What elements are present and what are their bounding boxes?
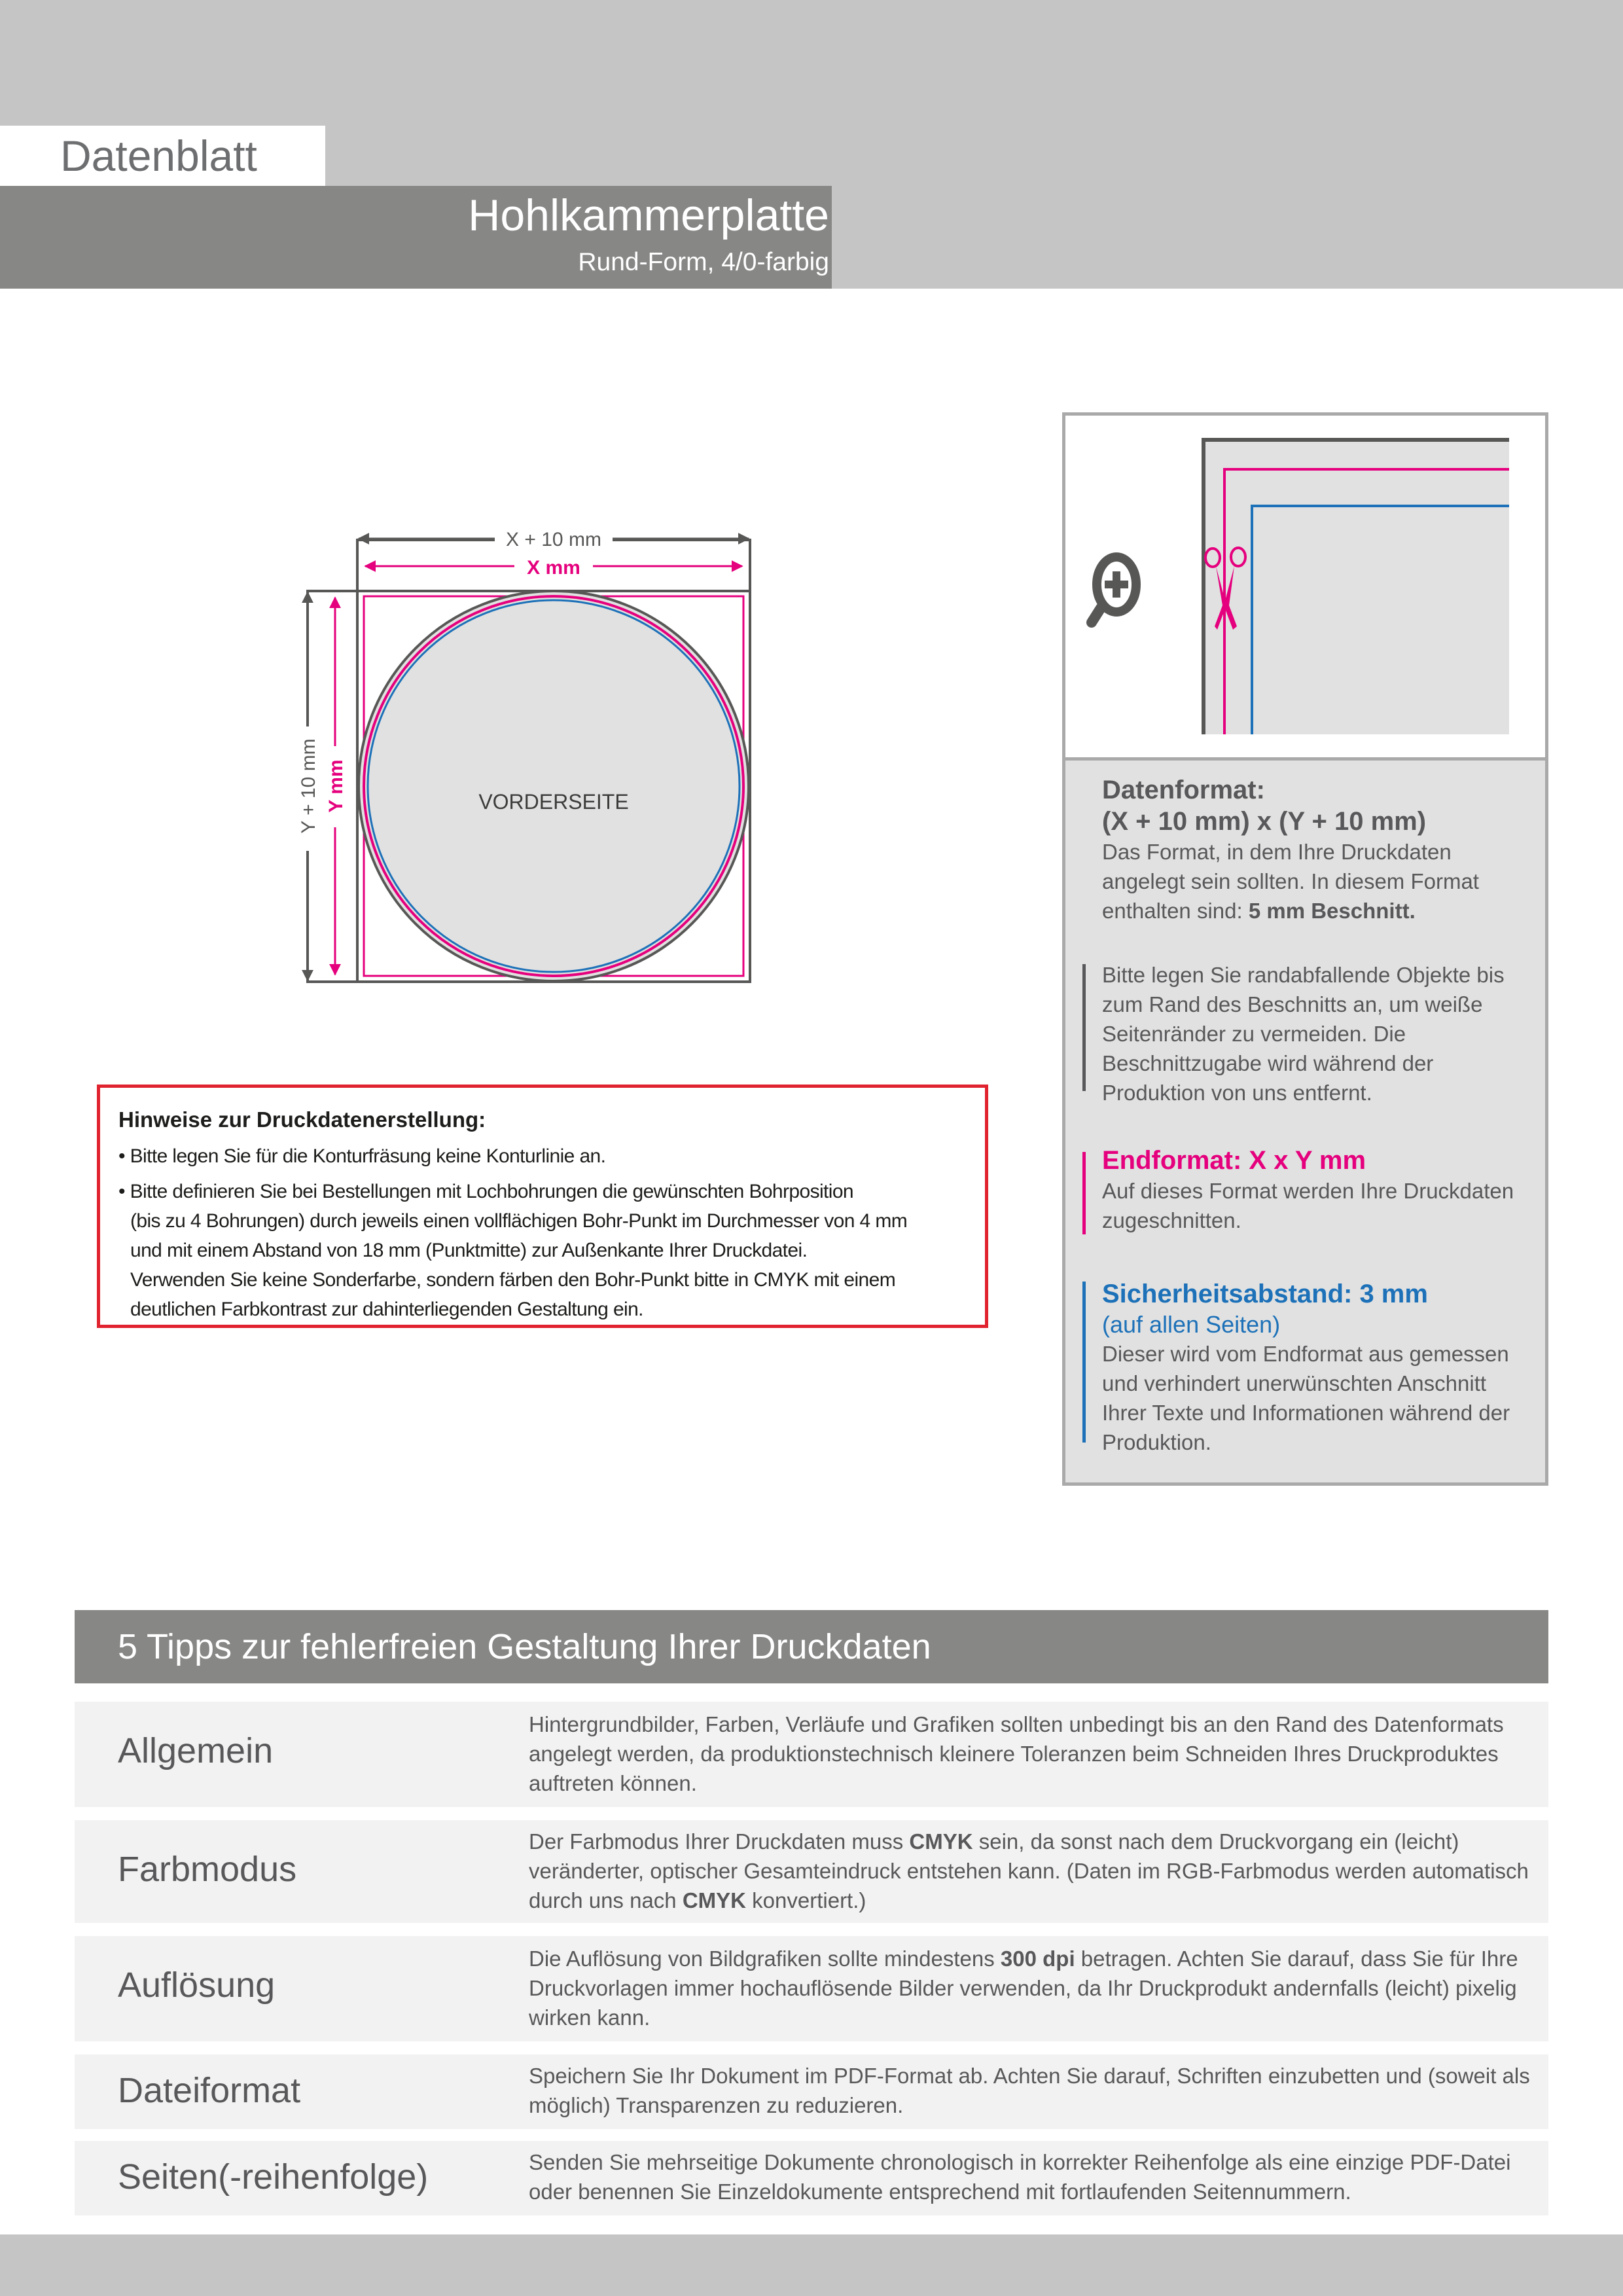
sicherheit-block bbox=[1102, 1278, 1534, 1457]
hints-box bbox=[97, 1085, 988, 1328]
width-outer-label: X + 10 mm bbox=[506, 529, 601, 550]
tip-label: Dateiformat bbox=[118, 2071, 301, 2110]
tip-text-bold: CMYK bbox=[682, 1888, 746, 1912]
hint-line: deutlichen Farbkontrast zur dahinterliegenden Gestaltung ein. bbox=[130, 1299, 643, 1320]
hint-line: (bis zu 4 Bohrungen) durch jeweils einen vollflächigen Bohr-Punkt im Durchmesser von 4 mm bbox=[130, 1210, 908, 1232]
tip-text-part: Die Auflösung von Bildgrafiken sollte mindestens bbox=[529, 1946, 1001, 1971]
tip-text-bold: 300 dpi bbox=[1000, 1946, 1075, 1971]
tip-row bbox=[75, 1702, 1548, 1807]
tip-text-part: Senden Sie mehrseitige Dokumente chronologisch in korrekter Reihenfolge als eine einzige PDF-Datei oder benennen Sie Einzeldokumente entsprechend mit fortlaufenden Seitennummern. bbox=[529, 2150, 1511, 2204]
hint-line: Verwenden Sie keine Sonderfarbe, sondern färben den Bohr-Punkt bitte in CMYK mit einem bbox=[130, 1269, 896, 1291]
endformat-block bbox=[1102, 1145, 1534, 1235]
tip-text-part: konvertiert.) bbox=[746, 1888, 866, 1912]
sicherheit-text: Dieser wird vom Endformat aus gemessen und verhindert unerwünschten Anschnitt Ihrer Texte und Informationen während der Produktion. bbox=[1102, 1342, 1510, 1454]
tip-text bbox=[529, 1944, 1537, 2032]
info-panel bbox=[1062, 412, 1548, 1486]
bleed-circle bbox=[359, 591, 749, 981]
hint-line: • Bitte legen Sie für die Konturfräsung keine Konturlinie an. bbox=[118, 1145, 606, 1167]
tip-label: Seiten(-reihenfolge) bbox=[118, 2157, 429, 2197]
zoom-in-icon bbox=[1092, 557, 1136, 622]
datenformat-subtitle: (X + 10 mm) x (Y + 10 mm) bbox=[1102, 807, 1427, 836]
tip-text-part: betragen. Achten Sie darauf, dass Sie für Ihre Druckvorlagen immer hochauflösende Bilder verwenden, da Ihr Druckprodukt andernfalls (leicht) pixelig wirken kann. bbox=[529, 1946, 1518, 2030]
bleed-note-text: Bitte legen Sie randabfallende Objekte bis zum Rand des Beschnitts an, um weiße Seitenränder zu vermeiden. Die Beschnittzugabe wird während der Produktion von uns entfernt. bbox=[1102, 963, 1505, 1105]
tip-label: Farbmodus bbox=[118, 1850, 297, 1889]
product-subtitle: Rund-Form, 4/0-farbig bbox=[578, 248, 829, 276]
hint-line: und mit einem Abstand von 18 mm (Punktmitte) zur Außenkante Ihrer Druckdatei. bbox=[130, 1240, 808, 1261]
tip-row bbox=[75, 2141, 1548, 2215]
hint-line: • Bitte definieren Sie bei Bestellungen mit Lochbohrungen die gewünschten Bohrposition bbox=[118, 1181, 854, 1202]
bleed-note-block bbox=[1102, 960, 1534, 1107]
tip-label: Auflösung bbox=[118, 1965, 276, 2005]
bleed-note-bar bbox=[1082, 964, 1086, 1091]
product-title: Hohlkammerplatte bbox=[468, 190, 829, 240]
tip-text bbox=[529, 1827, 1537, 1915]
tip-text bbox=[529, 1710, 1537, 1798]
datenformat-title: Datenformat: bbox=[1102, 776, 1265, 804]
datenformat-block bbox=[1102, 774, 1534, 925]
tips-header bbox=[75, 1610, 1548, 1683]
tip-label: Allgemein bbox=[118, 1731, 274, 1770]
hints-title: Hinweise zur Druckdatenerstellung: bbox=[118, 1107, 486, 1132]
height-outer-label: Y + 10 mm bbox=[298, 738, 319, 834]
tip-text-part: Speichern Sie Ihr Dokument im PDF-Format ab. Achten Sie darauf, Schriften einzubetten und (soweit als möglich) Transparenzen zu reduzieren. bbox=[529, 2064, 1530, 2117]
sicherheit-title: Sicherheitsabstand: 3 mm bbox=[1102, 1280, 1428, 1308]
corner-illustration bbox=[1065, 416, 1545, 761]
endformat-bar bbox=[1082, 1152, 1086, 1234]
endformat-title: Endformat: X x Y mm bbox=[1102, 1146, 1366, 1175]
tip-text-part: Der Farbmodus Ihrer Druckdaten muss bbox=[529, 1829, 910, 1854]
tip-text-part: sein, da sonst nach dem Druckvorgang ein (leicht) veränderter, optischer Gesamteindruck entstehen kann. (Daten im RGB-Farbmodus werden automatisch durch uns nach bbox=[529, 1829, 1529, 1912]
tip-text bbox=[529, 2061, 1537, 2120]
side-label: VORDERSEITE bbox=[478, 790, 629, 814]
height-inner-label: Y mm bbox=[325, 759, 347, 813]
doc-label: Datenblatt bbox=[60, 132, 257, 180]
tip-text bbox=[529, 2147, 1537, 2206]
sicherheit-subtitle: (auf allen Seiten) bbox=[1102, 1311, 1281, 1338]
tip-text-part: Hintergrundbilder, Farben, Verläufe und Grafiken sollten unbedingt bis an den Rand des Datenformats angelegt werden, da produktionstechnisch kleinere Toleranzen beim Schneiden Ihres Druckproduktes auftreten können. bbox=[529, 1712, 1504, 1795]
tips-title: 5 Tipps zur fehlerfreien Gestaltung Ihrer Druckdaten bbox=[118, 1627, 931, 1666]
sicherheit-bar bbox=[1082, 1282, 1086, 1443]
datenformat-text-body: Das Format, in dem Ihre Druckdaten angelegt sein sollten. In diesem Format enthalten sind: bbox=[1102, 840, 1479, 923]
tip-row bbox=[75, 2054, 1548, 2129]
bottom-band bbox=[0, 2234, 1623, 2296]
datenformat-text bbox=[1102, 837, 1534, 925]
endformat-text: Auf dieses Format werden Ihre Druckdaten zugeschnitten. bbox=[1102, 1179, 1514, 1232]
datenformat-text-bold: 5 mm Beschnitt. bbox=[1248, 899, 1416, 923]
width-inner-label: X mm bbox=[527, 557, 580, 579]
tip-row bbox=[75, 1936, 1548, 2041]
tip-text-bold: CMYK bbox=[909, 1829, 973, 1854]
tip-row bbox=[75, 1820, 1548, 1923]
format-diagram bbox=[288, 517, 772, 988]
